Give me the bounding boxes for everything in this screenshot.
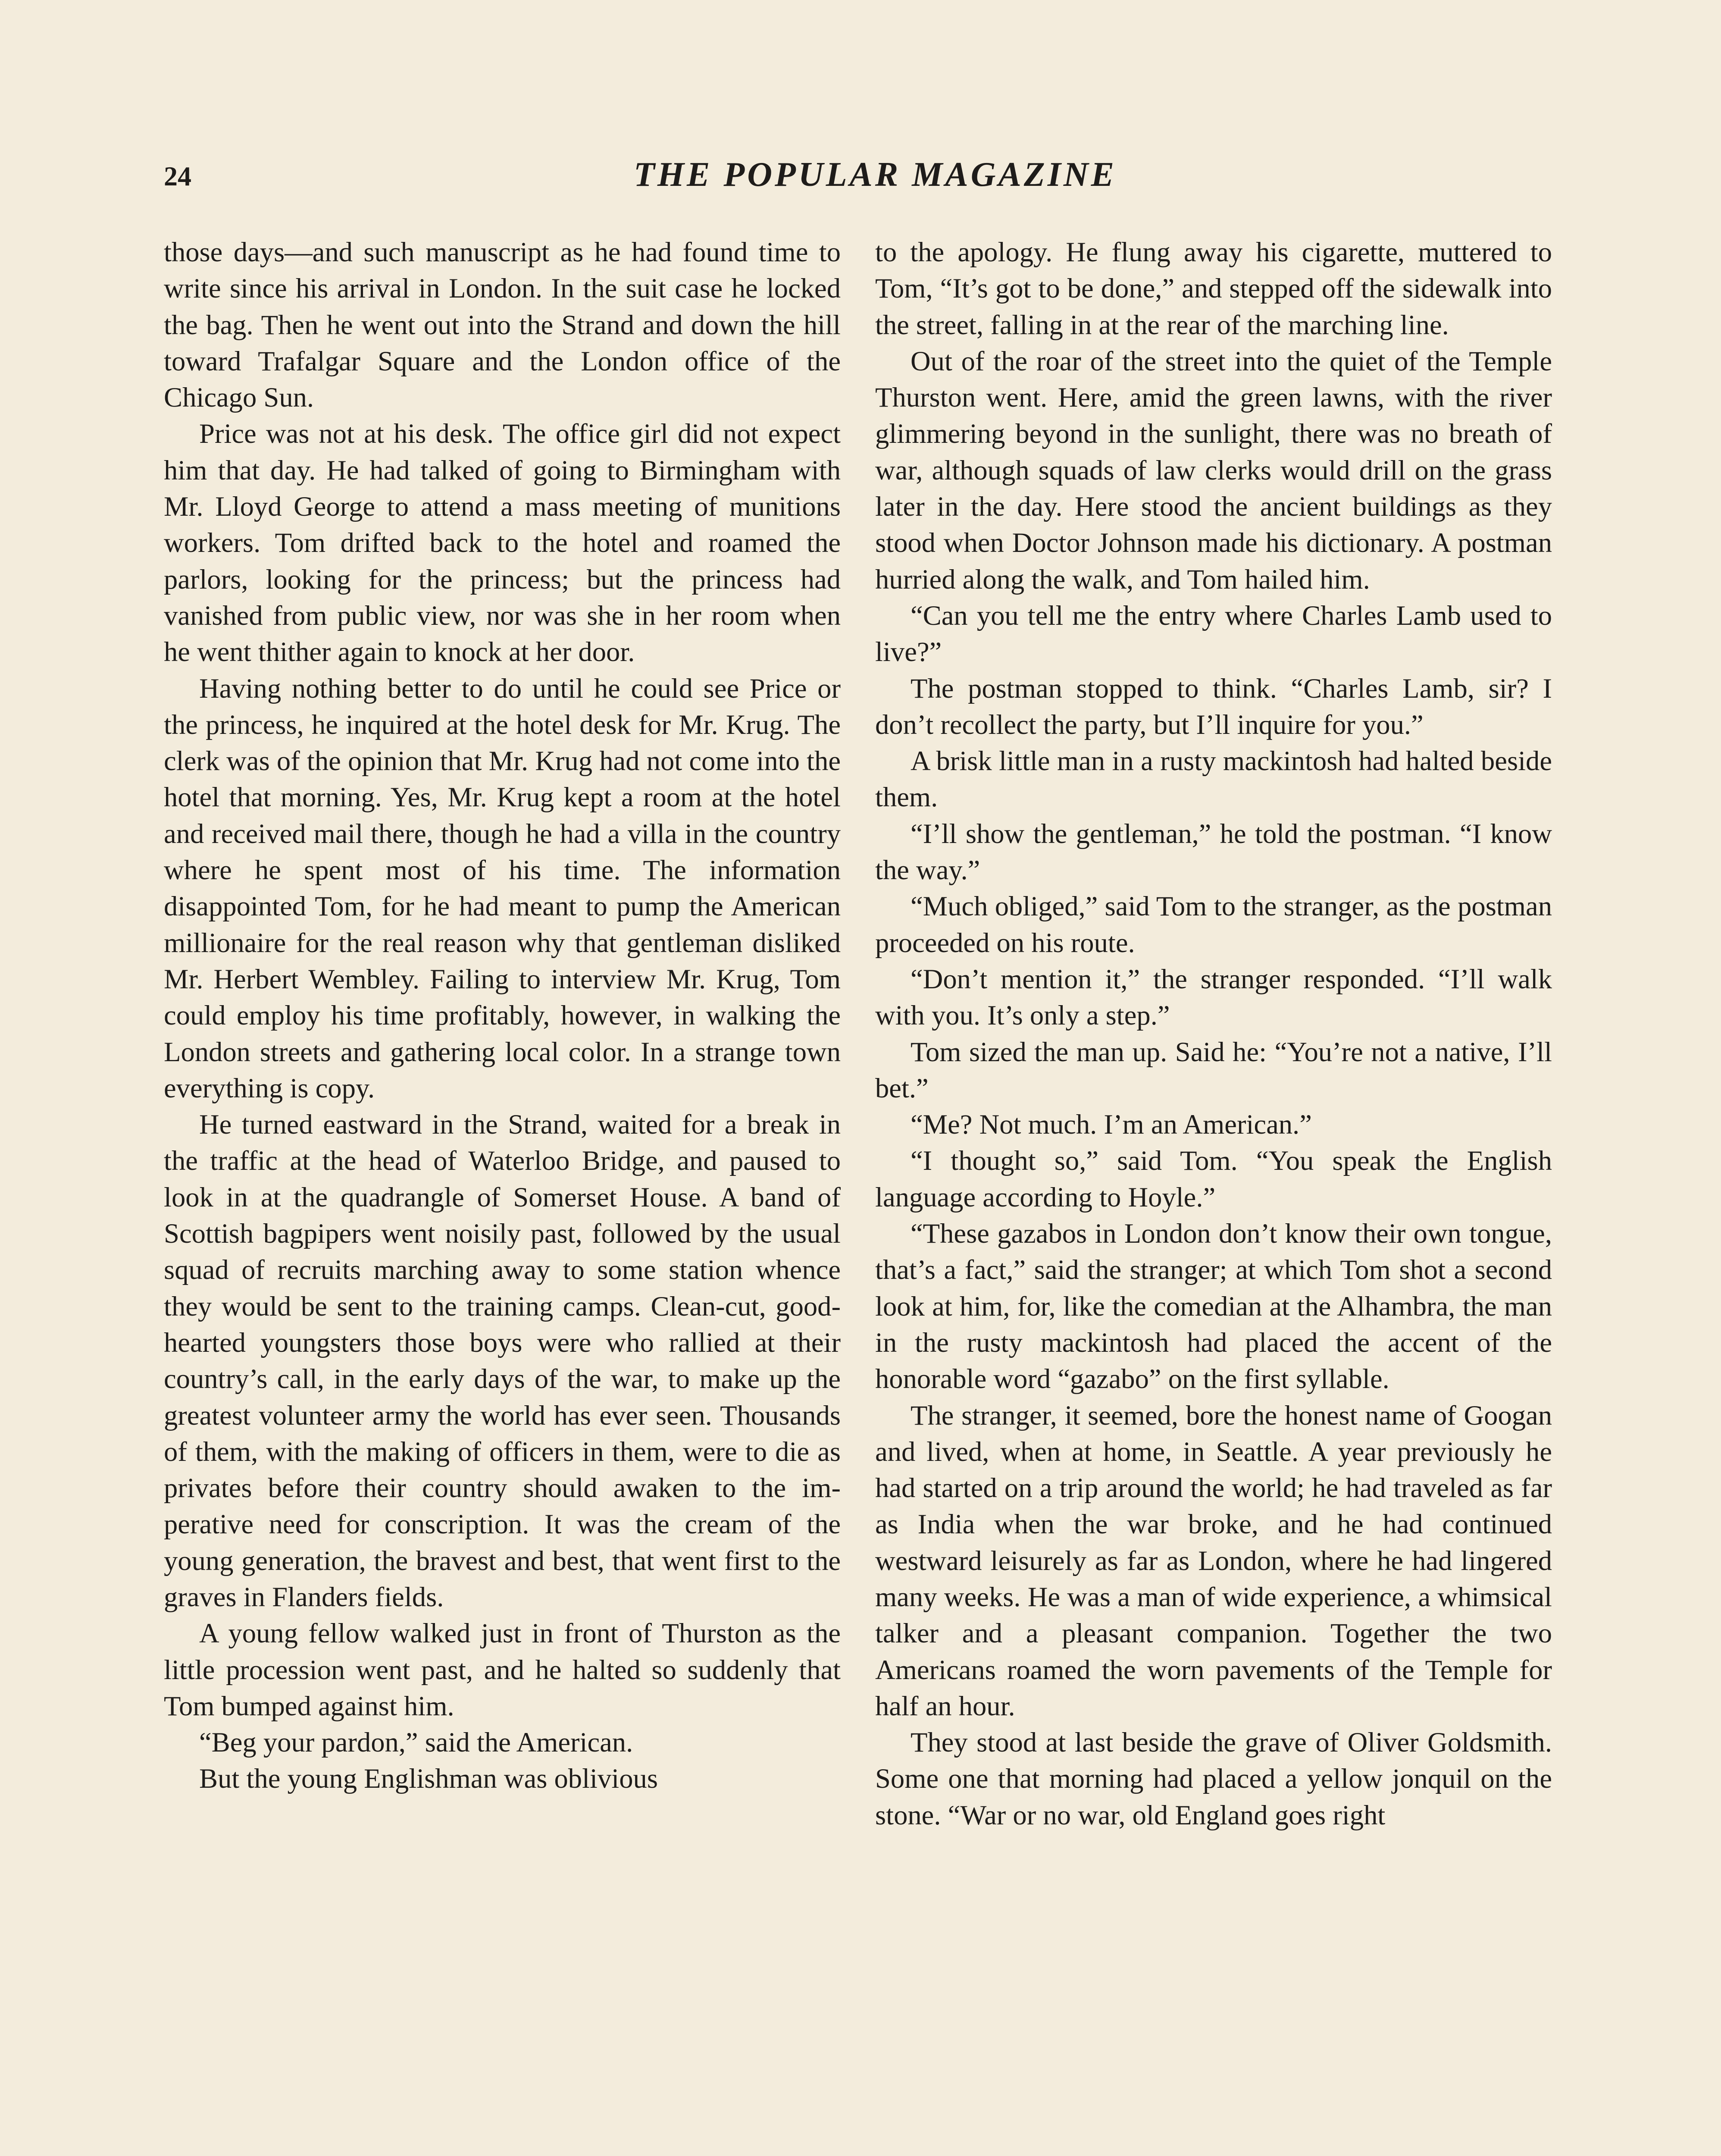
paragraph: But the young Englishman was oblivious	[199, 1763, 658, 1794]
paragraph: Tom sized the man up. Said he: “You’re not a native, I’ll bet.”	[875, 1036, 1552, 1103]
paragraph: “Don’t mention it,” the stranger responded. “I’ll walk with you. It’s only a step.”	[875, 963, 1552, 1031]
paragraph: A young fellow walked just in front of Thurston as the little procession went past, and he halted so suddenly that Tom bumped against him.	[164, 1617, 841, 1721]
left-column	[164, 234, 841, 1797]
running-head: THE POPULAR MAGAZINE	[633, 156, 1117, 194]
paragraph: “These gazabos in London don’t know their own tongue, that’s a fact,” said the stranger; at which Tom shot a second look at him, for, like the comedian at the Alhambra, the man in the rusty mackintosh had placed the accent of the honorable word “gazabo” on the first syllable.	[875, 1218, 1552, 1395]
paragraph: Price was not at his desk. The office girl did not expect him that day. He had talked of going to Birmingham with Mr. Lloyd George to attend a mass meeting of munitions workers. Tom drifted back to the hotel and roamed the parlors, looking for the princess; but the princess had vanished from public view, nor was she in her room when he went thither again to knock at her door.	[164, 418, 841, 667]
paragraph: “Me? Not much. I’m an American.”	[911, 1109, 1312, 1140]
paragraph: “Much obliged,” said Tom to the stranger, as the postman proceeded on his route.	[875, 890, 1552, 958]
paragraph: The stranger, it seemed, bore the honest name of Googan and lived, when at home, in Seattle. A year previously he had started on a trip around the world; he had traveled as far as India when the war broke, and he had continued westward leisurely as far as London, where he had lingered many weeks. He was a man of wide experience, a whimsical talker and a pleasant companion. Together the two Americans roamed the worn pavements of the Temple for half an hour.	[875, 1399, 1552, 1721]
page-number: 24	[164, 161, 191, 191]
paragraph: He turned eastward in the Strand, waited for a break in the traffic at the head of Waterloo Bridge, and paused to look in at the quadrangle of Somerset House. A band of Scottish bagpipers went noisily past, followed by the usual squad of recruits marching away to some station whence they would be sent to the training camps. Clean-cut, good-hearted youngsters those boys were who rallied at their country’s call, in the early days of the war, to make up the greatest volunteer army the world has ever seen. Thousands of them, with the making of officers in them, were to die as privates before their country should awaken to the imperative need for conscription. It was the cream of the young generation, the bravest and best, that went first to the graves in Flanders fields.	[164, 1109, 841, 1612]
paragraph: Having nothing better to do until he could see Price or the princess, he inquired at the hotel desk for Mr. Krug. The clerk was of the opinion that Mr. Krug had not come into the hotel that morning. Yes, Mr. Krug kept a room at the hotel and received mail there, though he had a villa in the country where he spent most of his time. The information disappointed Tom, for he had meant to pump the American millionaire for the real reason why that gentleman disliked Mr. Herbert Wembley. Failing to interview Mr. Krug, Tom could employ his time profitably, however, in walking the London streets and gathering local color. In a strange town everything is copy.	[164, 672, 841, 1103]
paragraph: Out of the roar of the street into the quiet of the Temple Thurston went. Here, amid the green lawns, with the river glimmering beyond in the sunlight, there was no breath of war, although squads of law clerks would drill on the grass later in the day. Here stood the ancient buildings as they stood when Doctor Johnson made his dictionary. A postman hurried along the walk, and Tom hailed him.	[875, 345, 1552, 595]
paragraph: “I’ll show the gentleman,” he told the postman. “I know the way.”	[875, 818, 1552, 886]
paragraph: those days—and such manuscript as he had found time to write since his arrival in London. In the suit case he locked the bag. Then he went out into the Strand and down the hill toward Trafalgar Square and the London office of the Chicago Sun.	[164, 236, 841, 413]
paragraph: “I thought so,” said Tom. “You speak the English language according to Hoyle.”	[875, 1145, 1552, 1213]
paragraph: “Can you tell me the entry where Charles Lamb used to live?”	[875, 599, 1552, 667]
right-column	[875, 234, 1552, 1833]
paragraph: They stood at last beside the grave of Oliver Goldsmith. Some one that morning had placed a yellow jonquil on the stone. “War or no war, old England goes right	[875, 1727, 1552, 1830]
paragraph: “Beg your pardon,” said the American.	[199, 1727, 633, 1758]
paragraph: The postman stopped to think. “Charles Lamb, sir? I don’t recollect the party, but I’ll inquire for you.”	[875, 672, 1552, 740]
paragraph: A brisk little man in a rusty mackintosh had halted beside them.	[875, 745, 1552, 813]
paragraph: to the apology. He flung away his cigarette, muttered to Tom, “It’s got to be done,” and stepped off the sidewalk into the street, falling in at the rear of the marching line.	[875, 236, 1552, 340]
